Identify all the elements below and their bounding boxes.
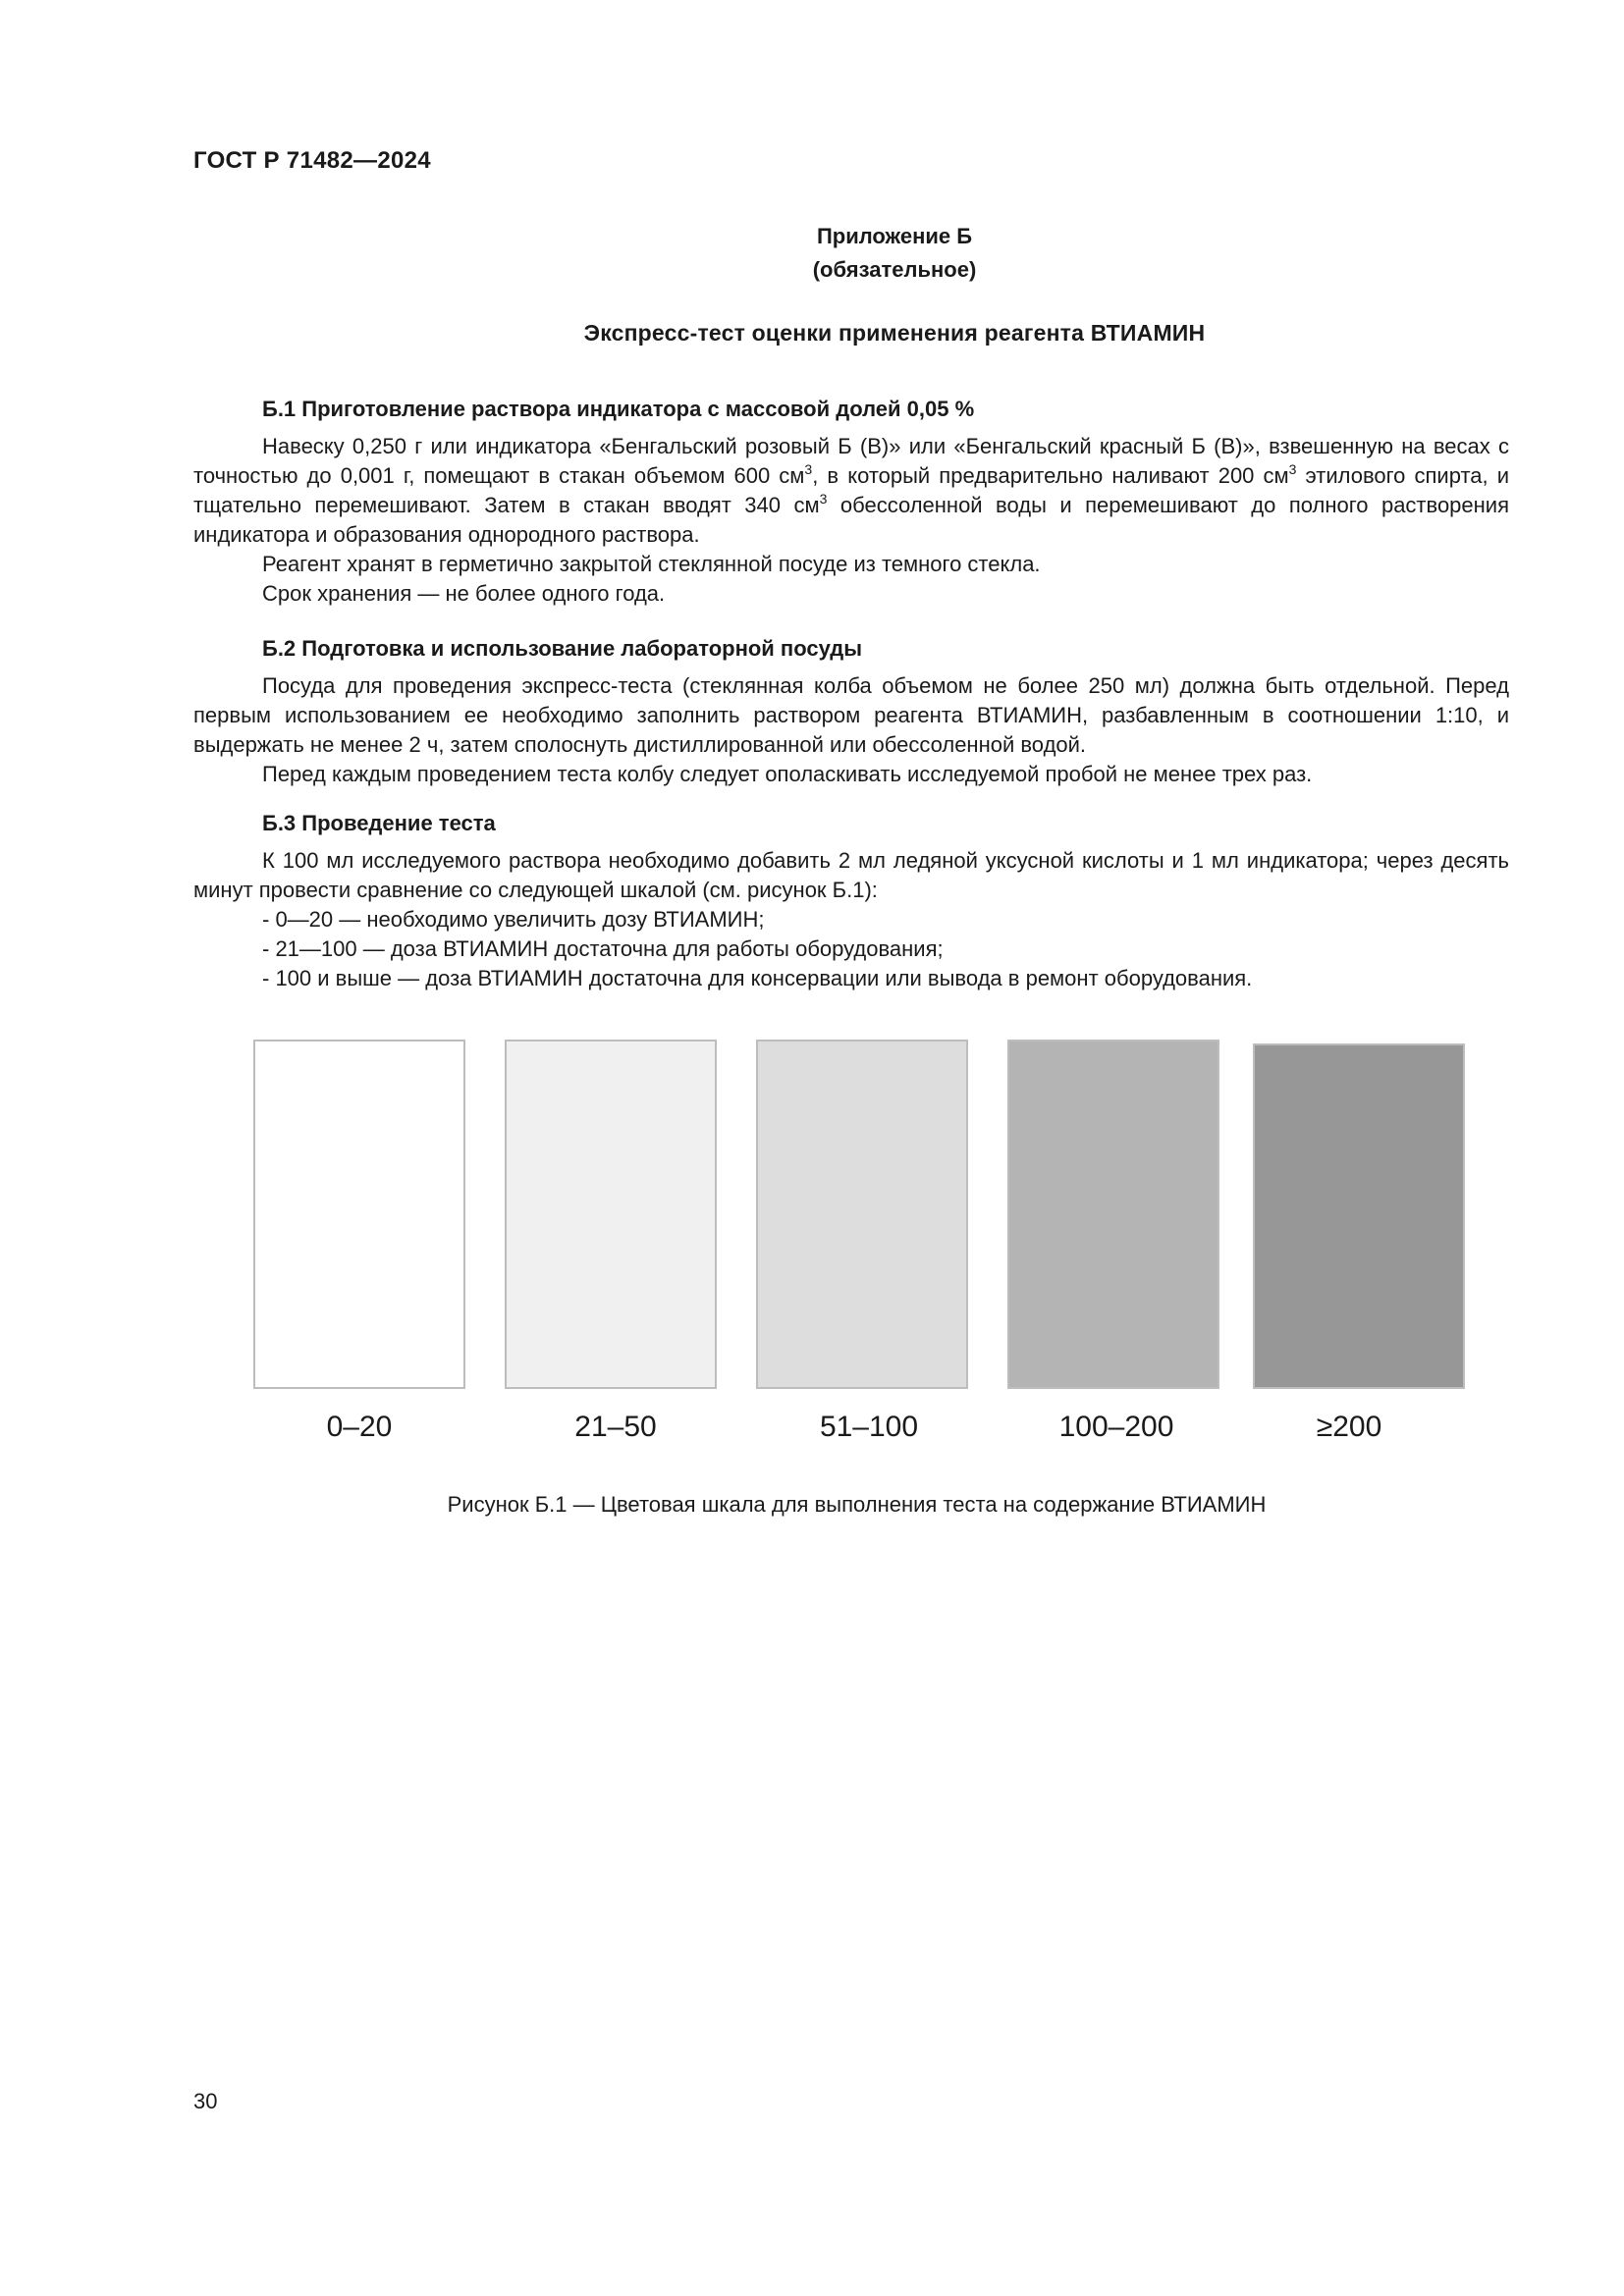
figure-caption: Рисунок Б.1 — Цветовая шкала для выполнения теста на содержание ВТИАМИН xyxy=(447,1492,1267,1517)
appendix-status: (обязательное) xyxy=(812,257,977,282)
section-2-paragraph xyxy=(193,671,1509,760)
section-1-text-c: этилового спирта, и тщательно перемешивают. Затем в стакан вводят 340 см xyxy=(193,463,1509,517)
section-1-paragraph xyxy=(193,432,1509,550)
list-item: - 0—20 — необходимо увеличить дозу ВТИАМИН; xyxy=(262,907,765,932)
page-number: 30 xyxy=(193,2089,218,2113)
swatch-label: ≥200 xyxy=(1316,1411,1382,1443)
main-title: Экспресс-тест оценки применения реагента ВТИАМИН xyxy=(583,320,1206,346)
section-2-rinse: Перед каждым проведением теста колбу следует ополаскивать исследуемой пробой не менее трех раз. xyxy=(262,762,1313,786)
superscript: 3 xyxy=(819,491,828,507)
document-id-header: ГОСТ Р 71482—2024 xyxy=(193,147,431,174)
section-1-storage: Реагент хранят в герметично закрытой стеклянной посуде из темного стекла. xyxy=(262,552,1041,576)
section-3-paragraph xyxy=(193,846,1509,905)
color-swatch-100-200 xyxy=(1007,1040,1219,1389)
section-1-text-b: , в который предварительно наливают 200 см xyxy=(812,463,1289,488)
swatch-label: 51–100 xyxy=(819,1411,919,1443)
section-3-title: Б.3 Проведение теста xyxy=(262,811,496,835)
color-swatch-200-plus xyxy=(1253,1043,1465,1389)
superscript: 3 xyxy=(1288,461,1297,477)
section-1-text-d: обессоленной воды и перемешивают до полного растворения индикатора и образования однородного раствора. xyxy=(193,493,1510,547)
section-1-text-a: Навеску 0,250 г или индикатора «Бенгальский розовый Б (В)» или «Бенгальский красный Б (В)», взвешенную на весах с точностью до 0,001 г, помещают в стакан объемом 600 см xyxy=(193,434,1509,488)
section-2-title: Б.2 Подготовка и использование лабораторной посуды xyxy=(262,636,863,661)
section-1-shelf-life: Срок хранения — не более одного года. xyxy=(262,581,666,606)
swatch-label: 100–200 xyxy=(1058,1411,1174,1443)
swatch-label: 21–50 xyxy=(574,1411,657,1443)
color-swatch-21-50 xyxy=(505,1040,717,1389)
appendix-title: Приложение Б xyxy=(816,224,973,248)
section-2-text: Посуда для проведения экспресс-теста (стеклянная колба объемом не более 250 мл) должна быть отдельной. Перед первым использованием ее необходимо заполнить раствором реагента ВТИАМИН, разбавленным в соотношении 1:10, и выдержать не менее 2 ч, затем сполоснуть дистиллированной или обессоленной водой. xyxy=(193,673,1509,757)
section-1-title: Б.1 Приготовление раствора индикатора с массовой долей 0,05 % xyxy=(262,397,975,421)
section-3-text: К 100 мл исследуемого раствора необходимо добавить 2 мл ледяной уксусной кислоты и 1 мл индикатора; через десять минут провести сравнение со следующей шкалой (см. рисунок Б.1): xyxy=(193,848,1509,902)
list-item: - 21—100 — доза ВТИАМИН достаточна для работы оборудования; xyxy=(262,936,944,961)
color-swatch-0-20 xyxy=(253,1040,465,1389)
swatch-label: 0–20 xyxy=(326,1411,393,1443)
list-item: - 100 и выше — доза ВТИАМИН достаточна для консервации или вывода в ремонт оборудования. xyxy=(262,966,1253,990)
superscript: 3 xyxy=(804,461,813,477)
color-swatch-51-100 xyxy=(756,1040,968,1389)
